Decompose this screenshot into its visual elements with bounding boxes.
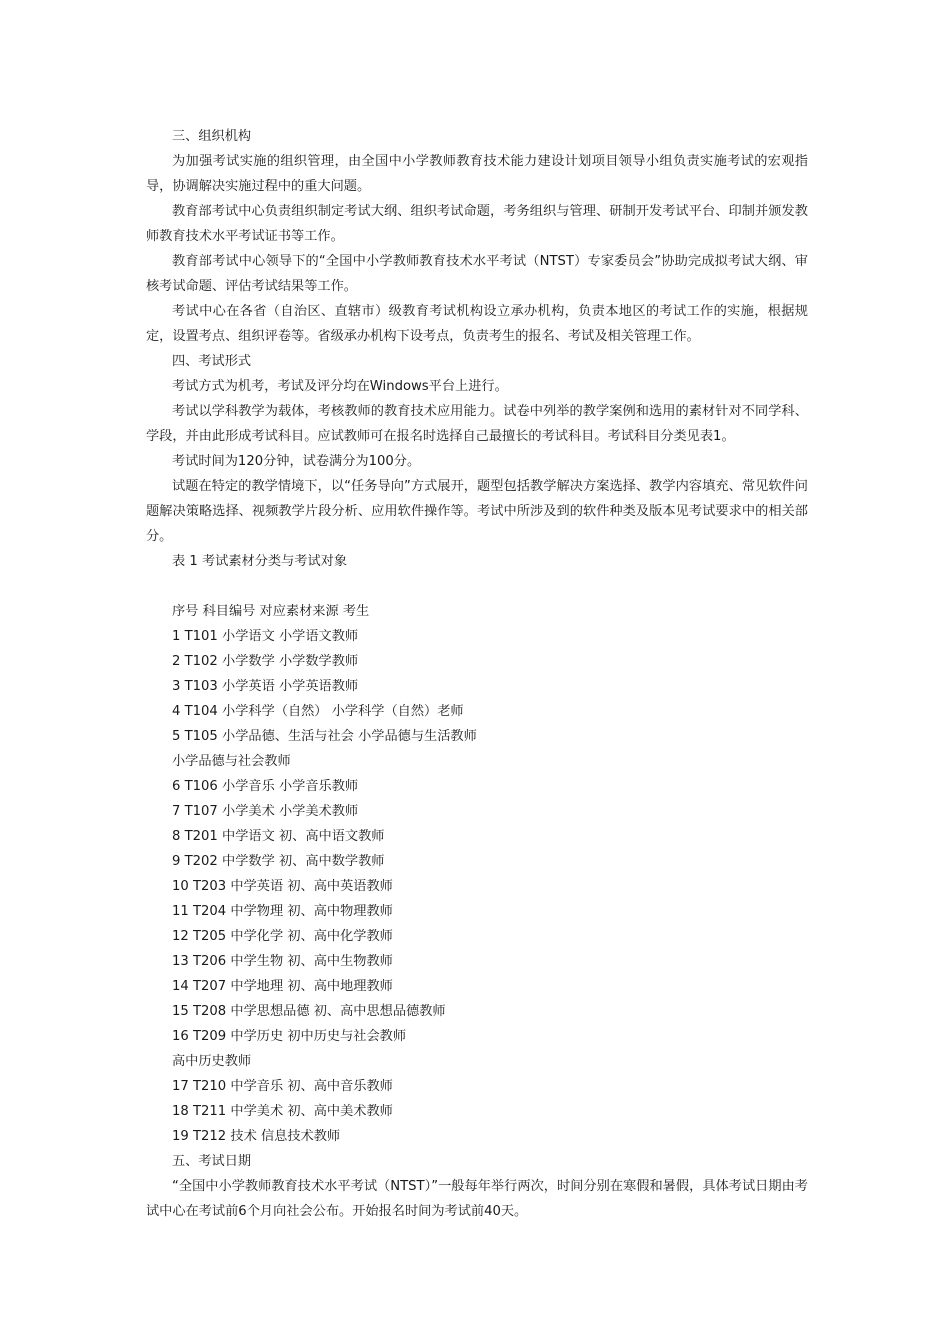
table-row: 6 T106 小学音乐 小学音乐教师 [172, 779, 359, 794]
paragraph: 考试以学科教学为载体，考核教师的教育技术应用能力。试卷中列举的教学案例和选用的素材针对不同学科、学段，并由此形成考试科目。应试教师可在报名时选择自己最擅长的考试科目。考试科目分类见表1。 [146, 404, 808, 444]
table-row: 18 T211 中学美术 初、高中美术教师 [172, 1104, 393, 1119]
table-row: 12 T205 中学化学 初、高中化学教师 [172, 929, 393, 944]
table-row: 8 T201 中学语文 初、高中语文教师 [172, 829, 385, 844]
table-row: 13 T206 中学生物 初、高中生物教师 [172, 954, 393, 969]
table-caption: 表 1 考试素材分类与考试对象 [172, 554, 348, 569]
section-heading-organization: 三、组织机构 [172, 129, 252, 144]
table-row: 17 T210 中学音乐 初、高中音乐教师 [172, 1079, 393, 1094]
table-header: 序号 科目编号 对应素材来源 考生 [172, 604, 370, 619]
table-row: 10 T203 中学英语 初、高中英语教师 [172, 879, 393, 894]
paragraph: 为加强考试实施的组织管理，由全国中小学教师教育技术能力建设计划项目领导小组负责实施考试的宏观指导，协调解决实施过程中的重大问题。 [146, 154, 808, 194]
table-row: 4 T104 小学科学（自然） 小学科学（自然）老师 [172, 704, 464, 719]
table-row: 14 T207 中学地理 初、高中地理教师 [172, 979, 393, 994]
table-row: 19 T212 技术 信息技术教师 [172, 1129, 341, 1144]
paragraph: 考试方式为机考，考试及评分均在Windows平台上进行。 [172, 379, 508, 394]
paragraph: “全国中小学教师教育技术水平考试（NTST）”一般每年举行两次，时间分别在寒假和暑假，具体考试日期由考试中心在考试前6个月向社会公布。开始报名时间为考试前40天。 [146, 1179, 808, 1219]
paragraph: 教育部考试中心领导下的“全国中小学教师教育技术水平考试（NTST）专家委员会”协助完成拟考试大纲、审核考试命题、评估考试结果等工作。 [146, 254, 808, 294]
table-row: 1 T101 小学语文 小学语文教师 [172, 629, 359, 644]
paragraph: 考试中心在各省（自治区、直辖市）级教育考试机构设立承办机构，负责本地区的考试工作的实施，根据规定，设置考点、组织评卷等。省级承办机构下设考点，负责考生的报名、考试及相关管理工作。 [146, 304, 808, 344]
table-row: 3 T103 小学英语 小学英语教师 [172, 679, 359, 694]
section-heading-exam-format: 四、考试形式 [172, 354, 252, 369]
table-row: 高中历史教师 [172, 1054, 252, 1069]
spacer [146, 574, 808, 599]
table-row: 7 T107 小学美术 小学美术教师 [172, 804, 359, 819]
table-row: 小学品德与社会教师 [172, 754, 291, 769]
table-row: 16 T209 中学历史 初中历史与社会教师 [172, 1029, 407, 1044]
paragraph: 试题在特定的教学情境下，以“任务导向”方式展开，题型包括教学解决方案选择、教学内容填充、常见软件问题解决策略选择、视频教学片段分析、应用软件操作等。考试中所涉及到的软件种类及版本见考试要求中的相关部分。 [146, 479, 808, 544]
document-body [146, 124, 808, 1224]
paragraph: 教育部考试中心负责组织制定考试大纲、组织考试命题，考务组织与管理、研制开发考试平台、印制并颁发教师教育技术水平考试证书等工作。 [146, 204, 808, 244]
table-row: 5 T105 小学品德、生活与社会 小学品德与生活教师 [172, 729, 477, 744]
table-row: 9 T202 中学数学 初、高中数学教师 [172, 854, 385, 869]
paragraph: 考试时间为120分钟，试卷满分为100分。 [172, 454, 421, 469]
table-row: 2 T102 小学数学 小学数学教师 [172, 654, 359, 669]
table-row: 11 T204 中学物理 初、高中物理教师 [172, 904, 393, 919]
table-row: 15 T208 中学思想品德 初、高中思想品德教师 [172, 1004, 446, 1019]
section-heading-exam-date: 五、考试日期 [172, 1154, 252, 1169]
